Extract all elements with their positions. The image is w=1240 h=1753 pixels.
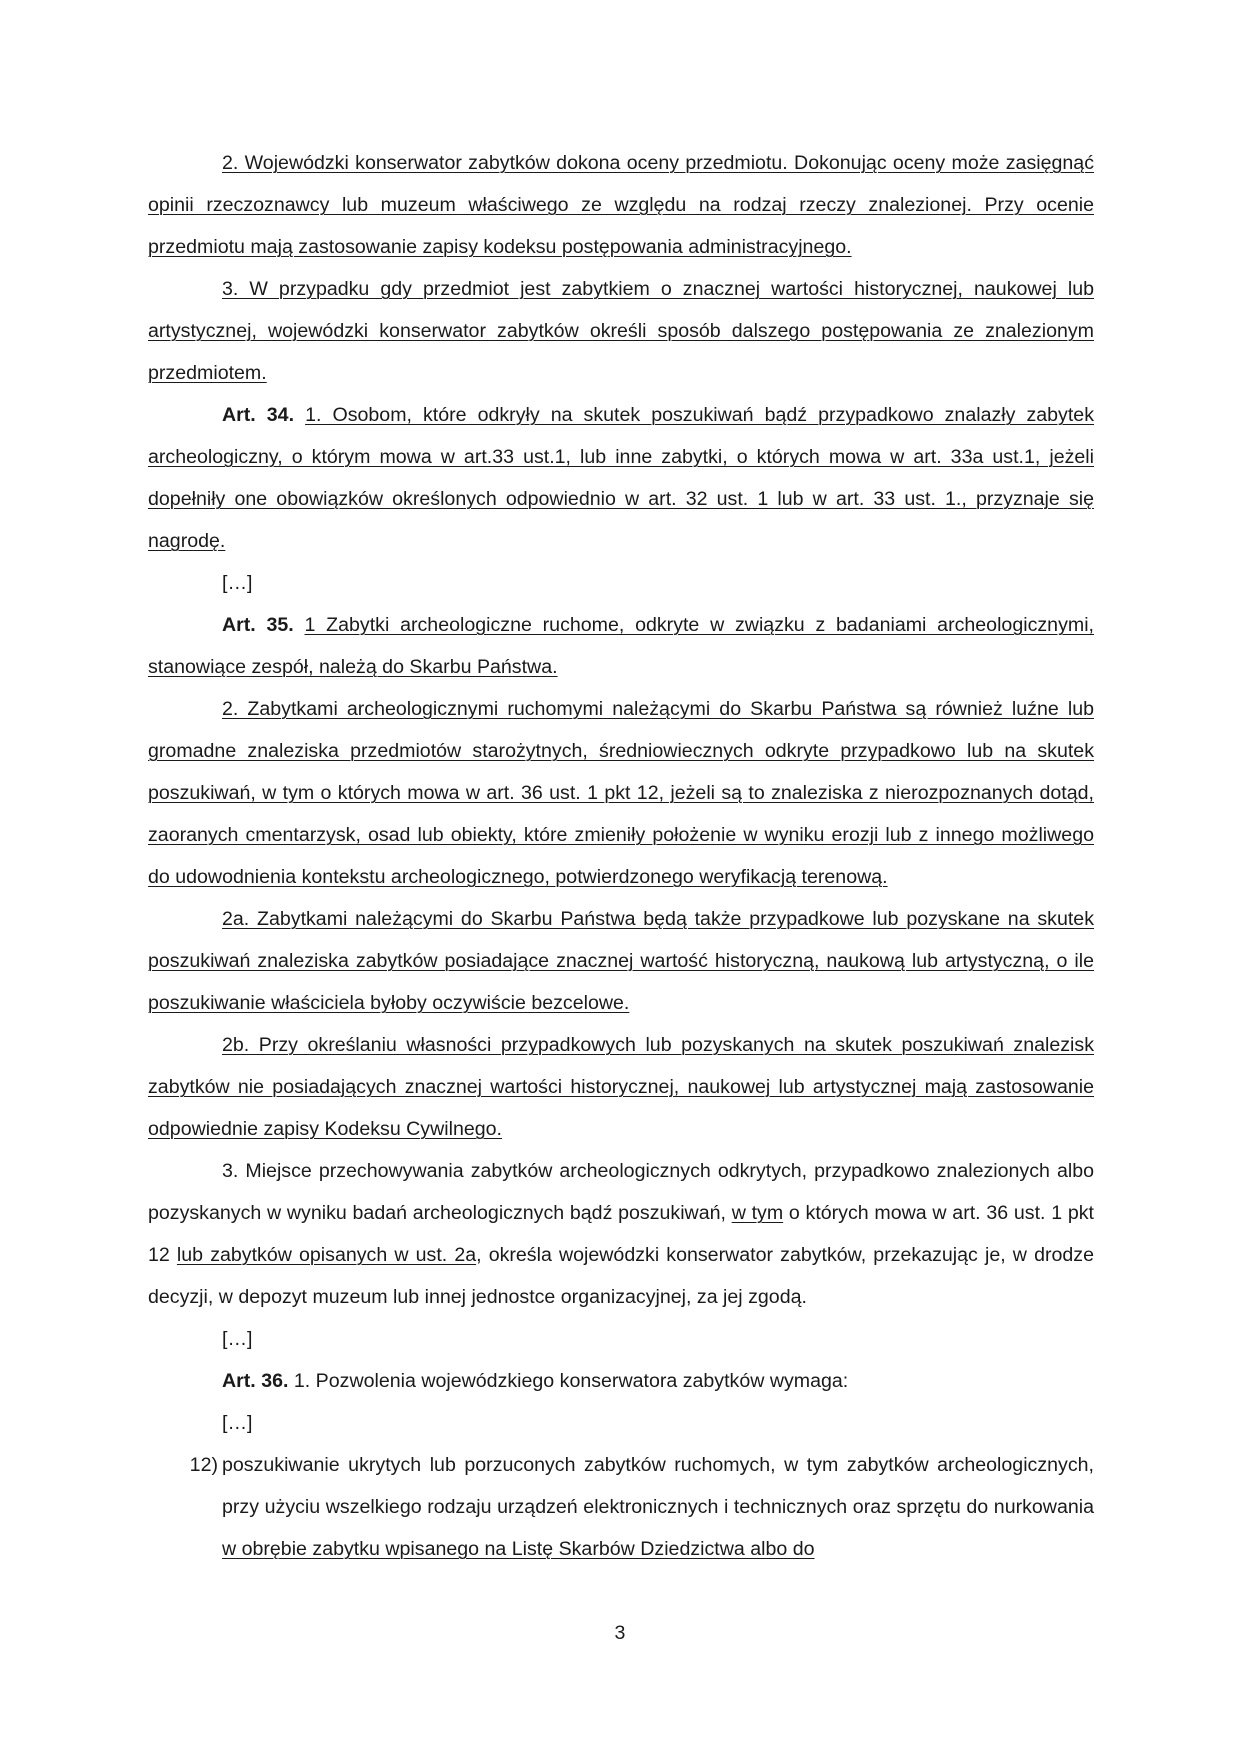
paragraph-art35-2b <box>148 1024 1094 1150</box>
paragraph-art35-2a <box>148 898 1094 1024</box>
paragraph-art35-3: 3. Miejsce przechowywania zabytków archeologicznych odkrytych, przypadkowo znalezionych albo pozyskanych w wyniku badań archeologicznych bądź poszukiwań, w tym o których mowa w art. 36 ust. 1 pkt 12 lub zabytków opisanych w ust. 2a, określa wojewódzki konserwator zabytków, przekazując je, w drodze decyzji, w depozyt muzeum lub innej jednostce organizacyjnej, za jej zgodą. <box>148 1160 1094 1308</box>
ellipsis: […] <box>222 1328 253 1350</box>
underlined-text: 2. Wojewódzki konserwator zabytków dokona oceny przedmiotu. Dokonując oceny może zasięgnąć opinii rzeczoznawcy lub muzeum właściwego ze względu na rodzaj rzeczy znalezionej. Przy ocenie przedmiotu mają zastosowanie zapisy kodeksu postępowania administracyjnego. <box>148 152 1094 258</box>
underlined-text: 1 Zabytki archeologiczne ruchome, odkryte w związku z badaniami archeologicznymi, stanowiące zespół, należą do Skarbu Państwa. <box>148 614 1094 678</box>
underlined-text: 2. Zabytkami archeologicznymi ruchomymi należącymi do Skarbu Państwa są również luźne lub gromadne znaleziska przedmiotów starożytnych, średniowiecznych odkryte przypadkowo lub na skutek poszukiwań, w tym o których mowa w art. 36 ust. 1 pkt 12, jeżeli są to znaleziska z nierozpoznanych dotąd, zaoranych cmentarzysk, osad lub obiekty, które zmieniły położenie w wyniku erozji lub z innego możliwego do udowodnienia kontekstu archeologicznego, potwierdzonego weryfikacją terenową. <box>148 698 1094 888</box>
ellipsis: […] <box>222 572 253 594</box>
underlined-text: 1. Osobom, które odkryły na skutek poszukiwań bądź przypadkowo znalazły zabytek archeologiczny, o którym mowa w art.33 ust.1, lub inne zabytki, o których mowa w art. 33a ust.1, jeżeli dopełniły one obowiązków określonych odpowiednio w art. 32 ust. 1 lub w art. 33 ust. 1., przyznaje się nagrodę. <box>148 404 1094 552</box>
underlined-text: w tym <box>731 1202 784 1224</box>
underlined-text: 3. W przypadku gdy przedmiot jest zabytkiem o znacznej wartości historycznej, naukowej lub artystycznej, wojewódzki konserwator zabytków określi sposób dalszego postępowania ze znalezionym przedmiotem. <box>148 278 1094 384</box>
underlined-text: w obrębie zabytku wpisanego na Listę Skarbów Dziedzictwa albo do <box>222 1538 815 1560</box>
article-heading: Art. 34. <box>222 404 295 426</box>
paragraph-art33-2 <box>148 142 1094 268</box>
list-item-number: 12) <box>189 1454 218 1476</box>
page-number: 3 <box>614 1622 626 1644</box>
list-item-body: poszukiwanie ukrytych lub porzuconych zabytków ruchomych, w tym zabytków archeologicznych, przy użyciu wszelkiego rodzaju urządzeń elektronicznych i technicznych oraz sprzętu do nurkowania w obrębie zabytku wpisanego na Listę Skarbów Dziedzictwa albo do <box>222 1454 1094 1560</box>
paragraph-art34 <box>148 394 1094 562</box>
paragraph-art35-2 <box>148 688 1094 898</box>
underlined-text: 2a. Zabytkami należącymi do Skarbu Państwa będą także przypadkowe lub pozyskane na skutek poszukiwań znaleziska zabytków posiadające znacznej wartość historyczną, naukową lub artystyczną, o ile poszukiwanie właściciela byłoby oczywiście bezcelowe. <box>148 908 1094 1014</box>
paragraph-art36: Art. 36. 1. Pozwolenia wojewódzkiego konserwatora zabytków wymaga: <box>222 1370 849 1392</box>
ellipsis: […] <box>222 1412 253 1434</box>
document-body <box>148 142 1094 1570</box>
underlined-text: 2b. Przy określaniu własności przypadkowych lub pozyskanych na skutek poszukiwań znalezisk zabytków nie posiadających znacznej wartości historycznej, naukowej lub artystycznej mają zastosowanie odpowiednie zapisy Kodeksu Cywilnego. <box>148 1034 1094 1140</box>
list-item-12 <box>148 1444 1094 1570</box>
article-heading: Art. 36. <box>222 1370 289 1392</box>
underlined-text: lub zabytków opisanych w ust. 2a <box>176 1244 477 1266</box>
paragraph-art33-3 <box>148 268 1094 394</box>
article-heading: Art. 35. <box>222 614 294 636</box>
paragraph-art35-1 <box>148 604 1094 688</box>
